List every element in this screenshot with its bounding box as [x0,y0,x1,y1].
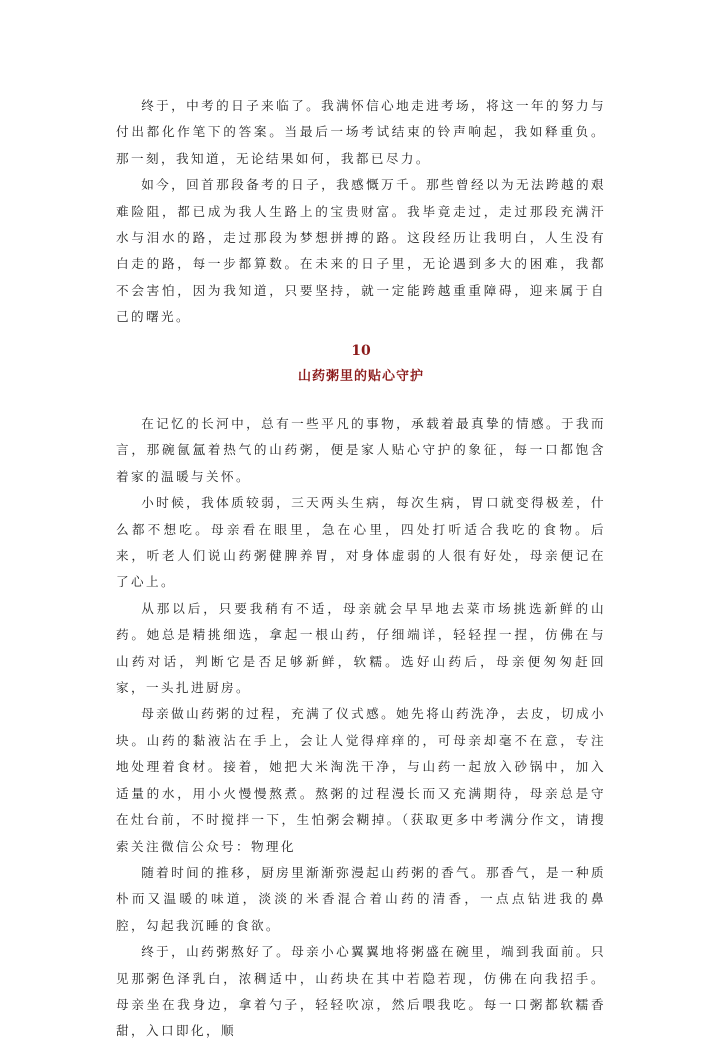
article-title: 山药粥里的贴心守护 [297,369,424,384]
paragraph: 终于，山药粥熬好了。母亲小心翼翼地将粥盛在碗里，端到我面前。只见那粥色泽乳白，浓稠适中，山药块在其中若隐若现，仿佛在向我招手。母亲坐在我身边，拿着勺子，轻轻吹凉，然后喂我吃。每一口粥都软糯香甜，入口即化，顺 [116,944,606,1039]
paragraph: 小时候，我体质较弱，三天两头生病，每次生病，胃口就变得极差，什么都不想吃。母亲看在眼里，急在心里，四处打听适合我吃的食物。后来，听老人们说山药粥健脾养胃，对身体虚弱的人很有好处，母亲便记在了心上。 [116,495,606,590]
paragraph: 从那以后，只要我稍有不适，母亲就会早早地去菜市场挑选新鲜的山药。她总是精挑细选，拿起一根山药，仔细端详，轻轻捏一捏，仿佛在与山药对话，判断它是否足够新鲜，软糯。选好山药后，母亲便匆匆赶回家，一头扎进厨房。 [116,600,606,696]
paragraph: 终于，中考的日子来临了。我满怀信心地走进考场，将这一年的努力与付出都化作笔下的答案。当最后一场考试结束的铃声响起，我如释重负。那一刻，我知道，无论结果如何，我都已尽力。 [116,98,606,166]
paragraph: 母亲做山药粥的过程，充满了仪式感。她先将山药洗净，去皮，切成小块。山药的黏液沾在手上，会让人觉得痒痒的，可母亲却毫不在意，专注地处理着食材。接着，她把大米淘洗干净，与山药一起放入砂锅中，加入适量的水，用小火慢慢熬煮。熬粥的过程漫长而又充满期待，母亲总是守在灶台前，不时搅拌一下，生怕粥会糊掉。（获取更多中考满分作文，请搜索关注微信公众号：物理化 [116,706,606,854]
article-number: 10 [351,343,371,359]
essay-section-previous [116,93,606,331]
paragraph: 随着时间的推移，厨房里渐渐弥漫起山药粥的香气。那香气，是一种质朴而又温暖的味道，淡淡的米香混合着山药的清香，一点点钻进我的鼻腔，勾起我沉睡的食欲。 [116,864,606,933]
paragraph: 如今，回首那段备考的日子，我感慨万千。那些曾经以为无法跨越的艰难险阻，都已成为我人生路上的宝贵财富。我毕竟走过，走过那段充满汗水与泪水的路，走过那段为梦想拼搏的路。这段经历让我明白，人生没有白走的路，每一步都算数。在未来的日子里，无论遇到多大的困难，我都不会害怕，因为我知道，只要坚持，就一定能跨越重重障碍，迎来属于自己的曙光。 [116,177,606,325]
paragraph: 在记忆的长河中，总有一些平凡的事物，承载着最真挚的情感。于我而言，那碗氤氲着热气的山药粥，便是家人贴心守护的象征，每一口都饱含着家的温暖与关怀。 [116,416,606,484]
essay-section-current [116,411,606,1045]
